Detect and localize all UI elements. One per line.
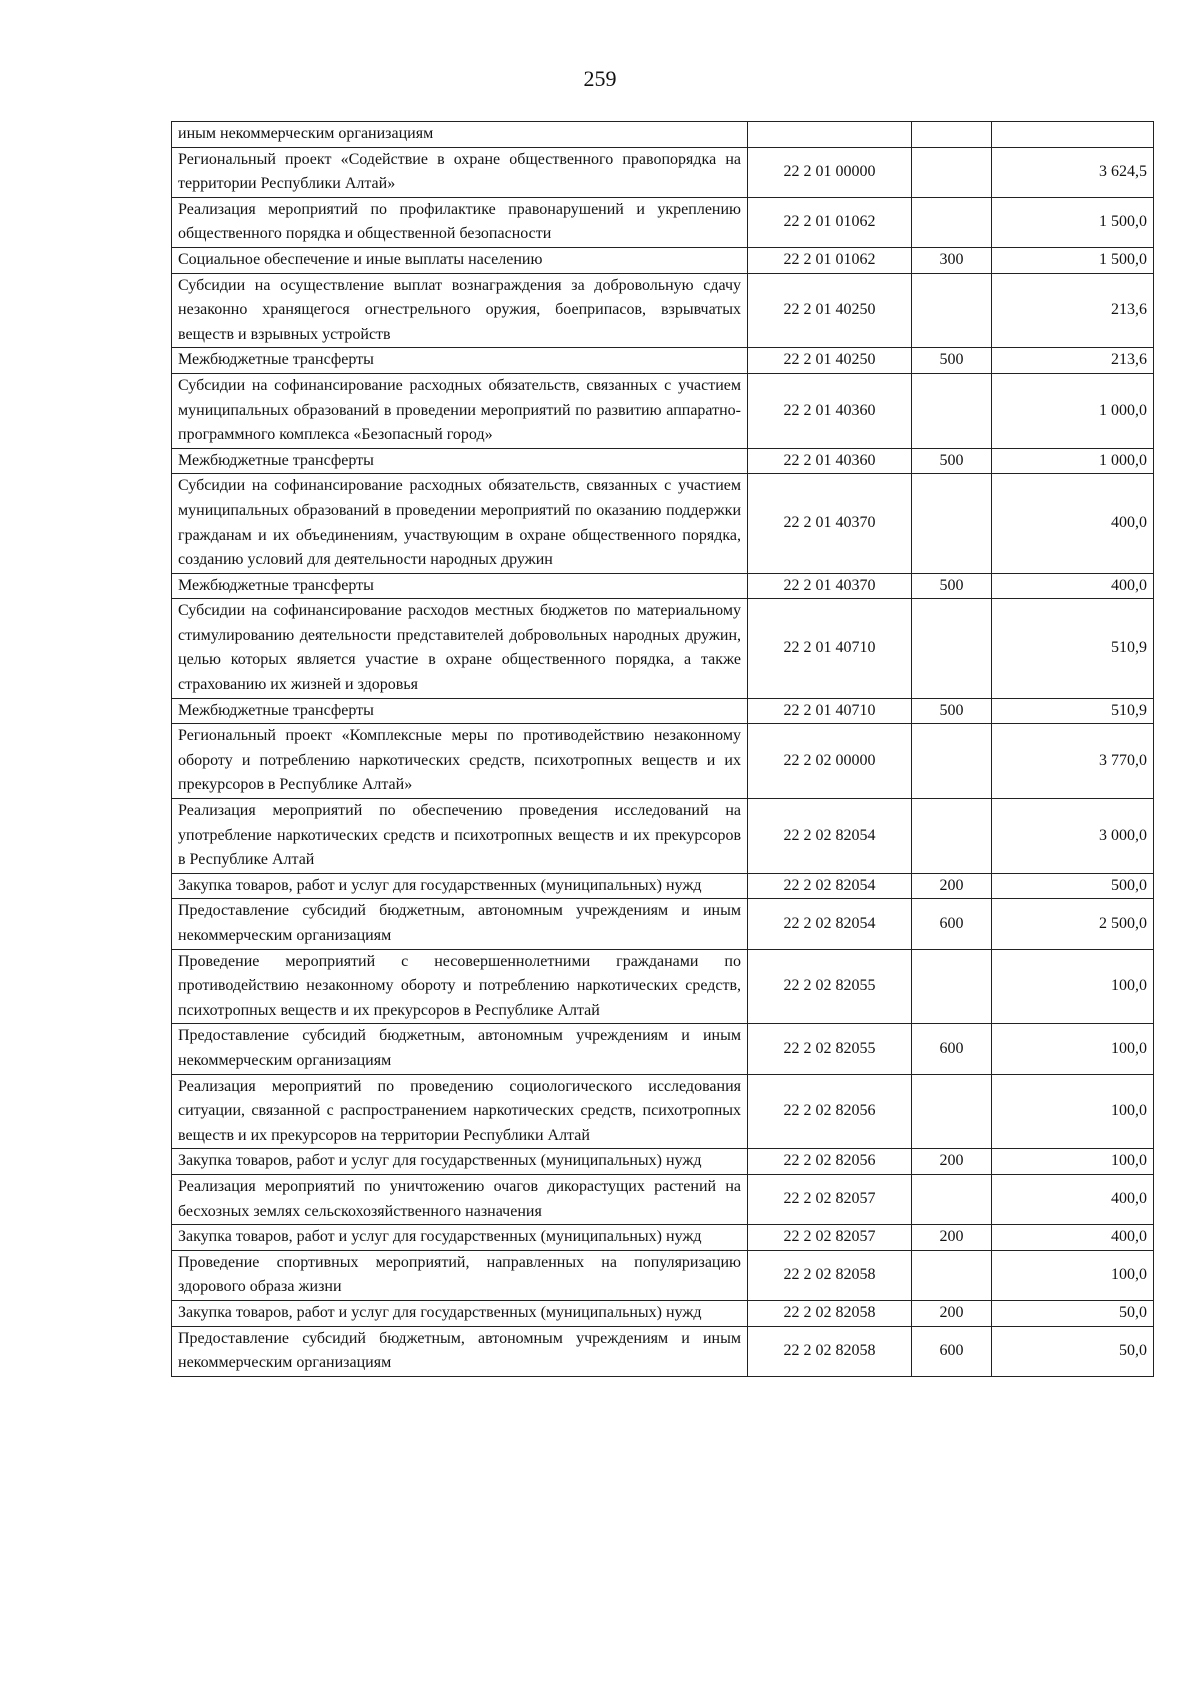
row-name: Субсидии на софинансирование расходных обязательств, связанных с участием муниципальных образований в проведении мероприятий по оказанию поддержки гражданам и их объединениям, участвующим в охране общественного порядка, созданию условий для деятельности народных дружин — [172, 474, 748, 573]
row-amount: 1 000,0 — [992, 448, 1154, 474]
row-expense-type — [912, 373, 992, 448]
table-row — [172, 1074, 1154, 1149]
table-row — [172, 799, 1154, 874]
row-amount: 100,0 — [992, 1149, 1154, 1175]
row-code: 22 2 01 40370 — [748, 474, 912, 573]
row-name: Закупка товаров, работ и услуг для государственных (муниципальных) нужд — [172, 1300, 748, 1326]
table-row — [172, 448, 1154, 474]
table-row — [172, 197, 1154, 247]
table-row — [172, 1225, 1154, 1251]
table-row — [172, 1024, 1154, 1074]
row-expense-type — [912, 147, 992, 197]
row-amount: 2 500,0 — [992, 899, 1154, 949]
row-code: 22 2 02 82056 — [748, 1074, 912, 1149]
row-amount: 1 500,0 — [992, 247, 1154, 273]
table-row — [172, 348, 1154, 374]
row-name: Субсидии на осуществление выплат вознаграждения за добровольную сдачу незаконно хранящегося огнестрельного оружия, боеприпасов, взрывчатых веществ и взрывных устройств — [172, 273, 748, 348]
row-expense-type: 200 — [912, 1300, 992, 1326]
table-row — [172, 373, 1154, 448]
table-row — [172, 724, 1154, 799]
row-code: 22 2 02 82054 — [748, 873, 912, 899]
table-row — [172, 599, 1154, 698]
row-expense-type: 500 — [912, 448, 992, 474]
row-expense-type — [912, 273, 992, 348]
row-amount: 510,9 — [992, 599, 1154, 698]
row-amount: 3 000,0 — [992, 799, 1154, 874]
table-row — [172, 147, 1154, 197]
row-code: 22 2 01 40250 — [748, 273, 912, 348]
row-expense-type — [912, 724, 992, 799]
row-name: Межбюджетные трансферты — [172, 698, 748, 724]
row-code: 22 2 01 01062 — [748, 247, 912, 273]
row-amount: 50,0 — [992, 1326, 1154, 1376]
row-code: 22 2 01 40250 — [748, 348, 912, 374]
table-row — [172, 873, 1154, 899]
row-expense-type — [912, 799, 992, 874]
row-expense-type: 300 — [912, 247, 992, 273]
table-row — [172, 1149, 1154, 1175]
row-code — [748, 122, 912, 148]
row-name: Субсидии на софинансирование расходных обязательств, связанных с участием муниципальных образований в проведении мероприятий по развитию аппаратно-программного комплекса «Безопасный город» — [172, 373, 748, 448]
row-amount: 100,0 — [992, 1250, 1154, 1300]
row-name: Предоставление субсидий бюджетным, автономным учреждениям и иным некоммерческим организациям — [172, 1024, 748, 1074]
row-amount: 50,0 — [992, 1300, 1154, 1326]
row-code: 22 2 02 82056 — [748, 1149, 912, 1175]
row-code: 22 2 02 82057 — [748, 1225, 912, 1251]
row-expense-type — [912, 197, 992, 247]
row-name: Межбюджетные трансферты — [172, 448, 748, 474]
row-code: 22 2 02 82055 — [748, 949, 912, 1024]
row-expense-type — [912, 1174, 992, 1224]
row-name: Региональный проект «Комплексные меры по противодействию незаконному обороту и потреблению наркотических средств, психотропных веществ и их прекурсоров в Республике Алтай» — [172, 724, 748, 799]
table-row — [172, 273, 1154, 348]
row-expense-type — [912, 122, 992, 148]
row-amount: 213,6 — [992, 348, 1154, 374]
budget-table-body — [172, 122, 1154, 1377]
row-name: Межбюджетные трансферты — [172, 348, 748, 374]
row-amount: 100,0 — [992, 949, 1154, 1024]
row-name: Проведение мероприятий с несовершеннолетними гражданами по противодействию незаконному обороту и потреблению наркотических средств, психотропных веществ и их прекурсоров в Республике Алтай — [172, 949, 748, 1024]
row-code: 22 2 02 82054 — [748, 799, 912, 874]
row-name: Предоставление субсидий бюджетным, автономным учреждениям и иным некоммерческим организациям — [172, 899, 748, 949]
row-expense-type: 500 — [912, 573, 992, 599]
table-row — [172, 899, 1154, 949]
row-amount — [992, 122, 1154, 148]
row-code: 22 2 02 82055 — [748, 1024, 912, 1074]
row-name: Предоставление субсидий бюджетным, автономным учреждениям и иным некоммерческим организациям — [172, 1326, 748, 1376]
row-expense-type — [912, 1250, 992, 1300]
row-expense-type — [912, 949, 992, 1024]
table-row — [172, 474, 1154, 573]
row-name: Реализация мероприятий по обеспечению проведения исследований на употребление наркотических средств и психотропных веществ и их прекурсоров в Республике Алтай — [172, 799, 748, 874]
row-amount: 400,0 — [992, 1225, 1154, 1251]
row-name: Межбюджетные трансферты — [172, 573, 748, 599]
row-expense-type: 200 — [912, 1149, 992, 1175]
row-amount: 213,6 — [992, 273, 1154, 348]
row-code: 22 2 01 40370 — [748, 573, 912, 599]
table-row — [172, 1250, 1154, 1300]
row-expense-type — [912, 474, 992, 573]
row-name: Субсидии на софинансирование расходов местных бюджетов по материальному стимулированию деятельности представителей добровольных народных дружин, целью которых является участие в охране общественного порядка, а также страхованию их жизней и здоровья — [172, 599, 748, 698]
row-code: 22 2 01 00000 — [748, 147, 912, 197]
row-amount: 1 500,0 — [992, 197, 1154, 247]
row-name: иным некоммерческим организациям — [172, 122, 748, 148]
row-code: 22 2 02 82054 — [748, 899, 912, 949]
table-row — [172, 247, 1154, 273]
row-code: 22 2 01 40710 — [748, 599, 912, 698]
row-amount: 400,0 — [992, 1174, 1154, 1224]
row-name: Закупка товаров, работ и услуг для государственных (муниципальных) нужд — [172, 873, 748, 899]
row-name: Реализация мероприятий по профилактике правонарушений и укреплению общественного порядка и общественной безопасности — [172, 197, 748, 247]
row-expense-type: 500 — [912, 348, 992, 374]
row-amount: 510,9 — [992, 698, 1154, 724]
row-amount: 3 624,5 — [992, 147, 1154, 197]
table-row — [172, 1300, 1154, 1326]
row-expense-type: 600 — [912, 899, 992, 949]
row-code: 22 2 01 40710 — [748, 698, 912, 724]
row-amount: 500,0 — [992, 873, 1154, 899]
row-amount: 100,0 — [992, 1074, 1154, 1149]
row-code: 22 2 02 82057 — [748, 1174, 912, 1224]
row-code: 22 2 01 01062 — [748, 197, 912, 247]
table-row — [172, 949, 1154, 1024]
row-code: 22 2 02 82058 — [748, 1300, 912, 1326]
row-name: Социальное обеспечение и иные выплаты населению — [172, 247, 748, 273]
row-expense-type: 600 — [912, 1326, 992, 1376]
row-expense-type — [912, 1074, 992, 1149]
table-row — [172, 1174, 1154, 1224]
row-amount: 3 770,0 — [992, 724, 1154, 799]
row-name: Региональный проект «Содействие в охране общественного правопорядка на территории Республики Алтай» — [172, 147, 748, 197]
row-name: Закупка товаров, работ и услуг для государственных (муниципальных) нужд — [172, 1225, 748, 1251]
row-code: 22 2 01 40360 — [748, 448, 912, 474]
table-row — [172, 698, 1154, 724]
page-number: 259 — [583, 66, 617, 91]
row-code: 22 2 02 82058 — [748, 1250, 912, 1300]
row-name: Закупка товаров, работ и услуг для государственных (муниципальных) нужд — [172, 1149, 748, 1175]
table-row — [172, 1326, 1154, 1376]
row-expense-type: 500 — [912, 698, 992, 724]
budget-table — [171, 121, 1154, 1377]
row-amount: 100,0 — [992, 1024, 1154, 1074]
row-expense-type — [912, 599, 992, 698]
row-expense-type: 200 — [912, 1225, 992, 1251]
table-row — [172, 122, 1154, 148]
row-expense-type: 600 — [912, 1024, 992, 1074]
row-code: 22 2 02 00000 — [748, 724, 912, 799]
table-row — [172, 573, 1154, 599]
row-name: Проведение спортивных мероприятий, направленных на популяризацию здорового образа жизни — [172, 1250, 748, 1300]
row-amount: 1 000,0 — [992, 373, 1154, 448]
row-code: 22 2 02 82058 — [748, 1326, 912, 1376]
row-expense-type: 200 — [912, 873, 992, 899]
row-name: Реализация мероприятий по уничтожению очагов дикорастущих растений на бесхозных землях сельскохозяйственного назначения — [172, 1174, 748, 1224]
row-amount: 400,0 — [992, 573, 1154, 599]
row-name: Реализация мероприятий по проведению социологического исследования ситуации, связанной с распространением наркотических средств, психотропных веществ и их прекурсоров на территории Республики Алтай — [172, 1074, 748, 1149]
row-amount: 400,0 — [992, 474, 1154, 573]
row-code: 22 2 01 40360 — [748, 373, 912, 448]
